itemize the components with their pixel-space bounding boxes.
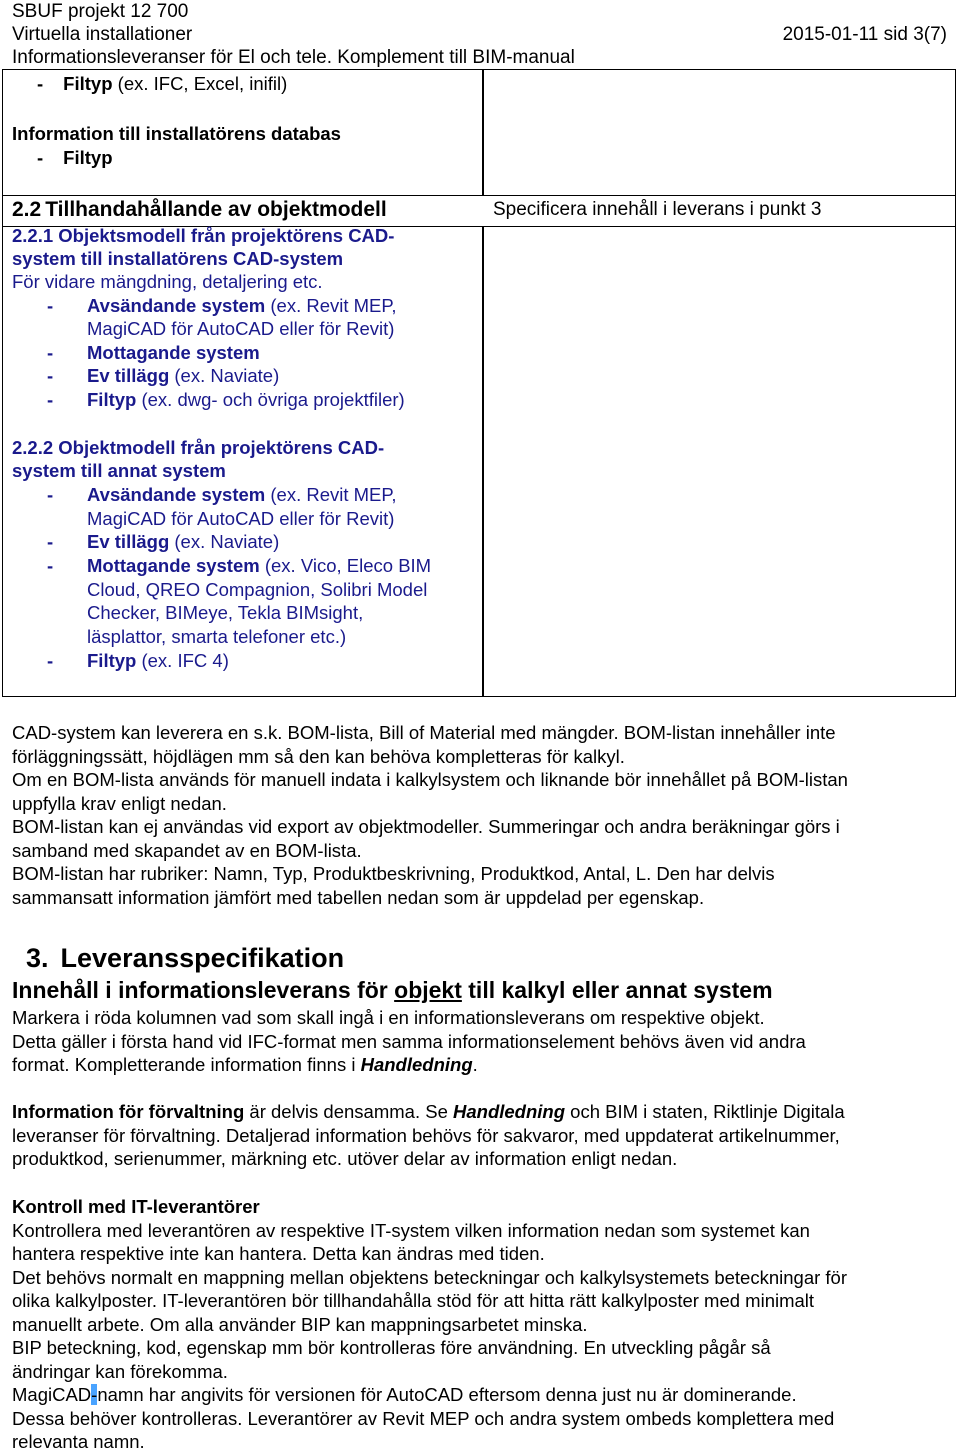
project-subtitle: Virtuella installationer bbox=[12, 24, 193, 45]
section-221-title: 2.2.1 Objektsmodell från projektörens CAD- bbox=[12, 225, 395, 246]
highlighted-text: - bbox=[91, 1384, 98, 1405]
project-title: SBUF projekt 12 700 bbox=[12, 1, 189, 22]
section-221-desc: För vidare mängdning, detaljering etc. bbox=[12, 271, 323, 292]
list-item: Ev tillägg (ex. Naviate) bbox=[87, 531, 280, 552]
text-line: förläggningssätt, höjdlägen mm så den kan behöva kompletteras för kalkyl. bbox=[12, 745, 625, 767]
section-3-subheading: Innehåll i informationsleverans för objekt till kalkyl eller annat system bbox=[12, 977, 773, 1003]
list-item: Mottagande system bbox=[87, 342, 260, 363]
text-line: format. Kompletterande information finns i Handledning. bbox=[12, 1054, 478, 1075]
list-item: Checker, BIMeye, Tekla BIMsight, bbox=[87, 602, 364, 623]
list-item: - bbox=[47, 365, 54, 386]
column-divider bbox=[482, 70, 484, 196]
list-item: - bbox=[47, 555, 54, 576]
text-line: produktkod, serienummer, märkning etc. utöver delar av information enligt nedan. bbox=[12, 1148, 678, 1169]
section-222-title-cont: system till annat system bbox=[12, 460, 226, 481]
instructions-paragraph bbox=[12, 1006, 947, 1077]
list-item: MagiCAD för AutoCAD eller för Revit) bbox=[87, 318, 395, 339]
list-item: Avsändande system (ex. Revit MEP, bbox=[87, 295, 397, 316]
section-221-title-cont: system till installatörens CAD-system bbox=[12, 248, 344, 269]
list-item: - bbox=[47, 342, 54, 363]
list-item: Filtyp (ex. IFC 4) bbox=[87, 650, 229, 671]
text-line: relevanta namn. bbox=[12, 1431, 145, 1452]
text-line: hantera respektive inte kan hantera. Detta kan ändras med tiden. bbox=[12, 1243, 545, 1264]
text-line: Markera i röda kolumnen vad som skall ingå i en informationsleverans om respektive objekt. bbox=[12, 1007, 765, 1028]
text-line: CAD-system kan leverera en s.k. BOM-lista, Bill of Material med mängder. BOM-listan innehåller inte bbox=[12, 722, 836, 743]
list-item: - bbox=[47, 650, 54, 671]
text-line: Information för förvaltning är delvis densamma. Se Handledning och BIM i staten, Riktlinje Digitala bbox=[12, 1101, 845, 1122]
text-line: manuellt arbete. Om alla använder BIP kan mappningsarbetet minska. bbox=[12, 1313, 588, 1335]
text-line: Det behövs normalt en mappning mellan objektens beteckningar och kalkylsystemets beteckningar för bbox=[12, 1266, 848, 1288]
list-item: - bbox=[47, 531, 54, 552]
text-line: BIP beteckning, kod, egenskap mm bör kontrolleras före användning. En utveckling pågår så bbox=[12, 1337, 771, 1358]
list-item: Filtyp (ex. dwg- och övriga projektfiler) bbox=[87, 389, 405, 410]
bom-paragraph bbox=[12, 721, 947, 909]
text-line: Kontrollera med leverantören av respektive IT-system vilken information nedan som systemet kan bbox=[12, 1219, 810, 1241]
text-line: uppfylla krav enligt nedan. bbox=[12, 792, 227, 814]
text-line: sammansatt information jämfört med tabellen nedan som är uppdelad per egenskap. bbox=[12, 886, 705, 908]
section-222-title: 2.2.2 Objektmodell från projektörens CAD- bbox=[12, 437, 385, 458]
section-22-note: Specificera innehåll i leverans i punkt 3 bbox=[493, 199, 822, 220]
text-line: Om en BOM-lista används för manuell indata i kalkylsystem och liknande bör innehållet på BOM-listan bbox=[12, 769, 848, 790]
text-line: BOM-listan kan ej användas vid export av objektmodeller. Summeringar och andra beräkningar görs i bbox=[12, 816, 840, 837]
list-item: Ev tillägg (ex. Naviate) bbox=[87, 365, 280, 386]
section-3-heading: 3. Leveransspecifikation bbox=[26, 943, 345, 973]
text-line: olika kalkylposter. IT-leverantören bör tillhandahålla stöd för att hitta rätt kalkylposter med minimalt bbox=[12, 1290, 815, 1311]
text-line: Detta gäller i första hand vid IFC-format men samma informationselement behövs även vid andra bbox=[12, 1030, 806, 1052]
list-item: - bbox=[47, 295, 54, 316]
text-line: BOM-listan har rubriker: Namn, Typ, Produktbeskrivning, Produktkod, Antal, L. Den har delvis bbox=[12, 863, 775, 884]
text-line: MagiCAD-namn har angivits för versionen för AutoCAD eftersom denna just nu är dominerande. bbox=[12, 1384, 797, 1405]
list-item: läsplattor, smarta telefoner etc.) bbox=[87, 626, 347, 647]
text-line: leveranser för förvaltning. Detaljerad information behövs för sakvaror, med uppdaterat artikelnummer, bbox=[12, 1124, 840, 1146]
text-line: ändringar kan förekomma. bbox=[12, 1360, 228, 1382]
list-item: - Filtyp bbox=[37, 147, 113, 168]
section-heading: Information till installatörens databas bbox=[12, 123, 341, 144]
column-divider bbox=[482, 227, 484, 696]
it-vendor-paragraph bbox=[12, 1195, 947, 1454]
list-item: - bbox=[47, 484, 54, 505]
list-item: MagiCAD för AutoCAD eller för Revit) bbox=[87, 508, 395, 529]
text-line: Dessa behöver kontrolleras. Leverantörer av Revit MEP och andra system ombeds komplettera med bbox=[12, 1407, 835, 1429]
list-item: - Filtyp (ex. IFC, Excel, inifil) bbox=[37, 73, 288, 94]
text-line: samband med skapandet av en BOM-lista. bbox=[12, 839, 362, 861]
spec-table bbox=[2, 69, 956, 697]
list-item: Avsändande system (ex. Revit MEP, bbox=[87, 484, 397, 505]
list-item: - bbox=[47, 389, 54, 410]
document-subject: Informationsleveranser för El och tele. Komplement till BIM-manual bbox=[12, 47, 575, 68]
paragraph-title: Kontroll med IT-leverantörer bbox=[12, 1196, 260, 1217]
date-page: 2015-01-11 sid 3(7) bbox=[782, 24, 947, 45]
maintenance-paragraph bbox=[12, 1100, 947, 1171]
section-22-heading: 2.2 Tillhandahållande av objektmodell bbox=[12, 198, 387, 221]
list-item: Mottagande system (ex. Vico, Eleco BIM bbox=[87, 555, 432, 576]
list-item: Cloud, QREO Compagnion, Solibri Model bbox=[87, 579, 428, 600]
page-header bbox=[12, 0, 947, 69]
